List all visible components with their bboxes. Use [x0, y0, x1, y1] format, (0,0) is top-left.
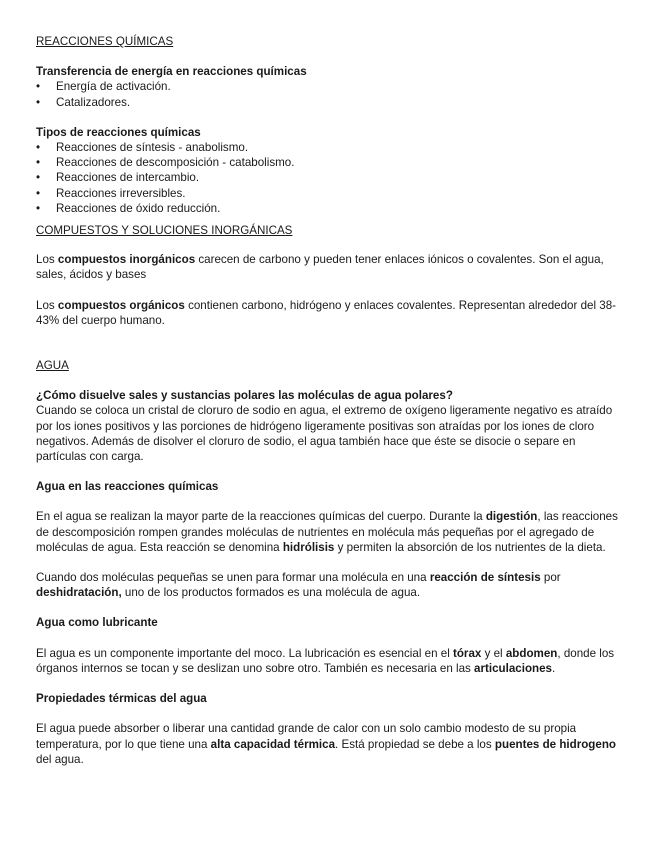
list-energia [36, 79, 628, 109]
section-title-reacciones: REACCIONES QUÍMICAS [36, 35, 174, 48]
list-item: • Reacciones de intercambio. [36, 170, 628, 185]
paragraph-sintesis: Cuando dos moléculas pequeñas se unen para formar una molécula en una reacción de síntesis por deshidratación, uno de los productos formados es una molécula de agua. [36, 571, 561, 600]
list-item: • Energía de activación. [36, 79, 628, 94]
list-item: • Reacciones de síntesis - anabolismo. [36, 140, 628, 155]
subheading-termicas: Propiedades térmicas del agua [36, 692, 207, 706]
list-item: • Reacciones de óxido reducción. [36, 201, 628, 216]
section-title-compuestos: COMPUESTOS Y SOLUCIONES INORGÁNICAS [36, 224, 293, 238]
subheading-disolucion: ¿Cómo disuelve sales y sustancias polares las moléculas de agua polares? [36, 389, 453, 403]
document-page [36, 34, 628, 767]
list-item: • Reacciones de descomposición - catabolismo. [36, 155, 628, 170]
paragraph-lubricante: El agua es un componente importante del moco. La lubricación es esencial en el tórax y el abdomen, donde los órganos internos se tocan y se deslizan uno sobre otro. También es necesaria en las articulaciones. [36, 646, 615, 675]
section-title-agua: AGUA [36, 359, 69, 373]
list-tipos-reacciones [36, 140, 628, 216]
paragraph-termicas: El agua puede absorber o liberar una cantidad grande de calor con un solo cambio modesto de su propia temperatura, por lo que tiene una alta capacidad térmica. Está propiedad se debe a los puentes de hidrogeno del agua. [36, 722, 617, 766]
list-item: • Reacciones irreversibles. [36, 186, 628, 201]
list-item: • Catalizadores. [36, 95, 628, 110]
subheading-lubricante: Agua como lubricante [36, 616, 158, 630]
paragraph-organicos: Los compuestos orgánicos contienen carbono, hidrógeno y enlaces covalentes. Representan alrededor del 38-43% del cuerpo humano. [36, 298, 617, 327]
subheading-agua-reacciones: Agua en las reacciones químicas [36, 480, 219, 494]
paragraph-inorganicos: Los compuestos inorgánicos carecen de carbono y pueden tener enlaces iónicos o covalentes. Son el agua, sales, ácidos y bases [36, 253, 604, 282]
paragraph-disolucion: Cuando se coloca un cristal de cloruro de sodio en agua, el extremo de oxígeno ligeramente negativo es atraído por los iones positivos y las porciones de hidrógeno ligeramente positivas son atraídas por los iones de cloro negativos. Además de disolver el cloruro de sodio, el agua también hace que éste se disocie o separe en partículas con carga. [36, 404, 613, 464]
subheading-tipos-reacciones: Tipos de reacciones químicas [36, 125, 201, 139]
subheading-transferencia-energia: Transferencia de energía en reacciones químicas [36, 65, 307, 79]
paragraph-digestion: En el agua se realizan la mayor parte de la reacciones químicas del cuerpo. Durante la digestión, las reacciones de descomposición rompen grandes moléculas de nutrientes en molécula más pequeñas por el agregado de moléculas de agua. Esta reacción se denomina hidrólisis y permiten la absorción de los nutrientes de la dieta. [36, 510, 618, 554]
